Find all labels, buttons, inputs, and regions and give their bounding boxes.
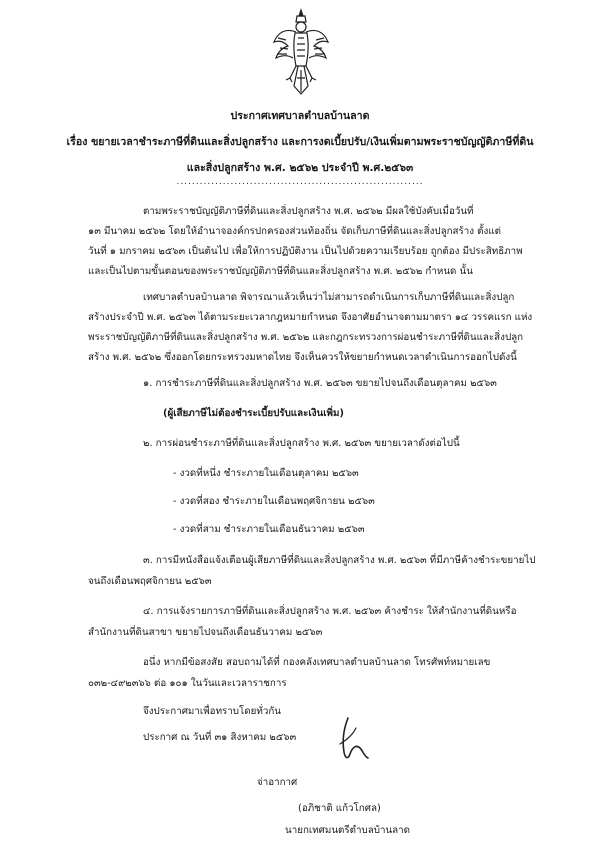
item-3-line-1: ๓. การมีหนังสือแจ้งเตือนผู้เสียภาษีที่ดินและสิ่งปลูกสร้าง พ.ศ. ๒๕๖๓ ที่มีภาษีค้างชำระขยายไป: [143, 555, 536, 566]
item-4-line-1: ๔. การแจ้งรายการภาษีที่ดินและสิ่งปลูกสร้าง พ.ศ. ๒๕๖๓ ค้างชำระ ให้สำนักงานที่ดินหรือ: [143, 606, 517, 617]
paragraph-2-line-4: สร้าง พ.ศ. ๒๕๖๒ ซึ่งออกโดยกระทรวงมหาดไทย จึงเห็นควรให้ขยายกำหนดเวลาดำเนินการออกไปดังนี้: [88, 352, 517, 363]
item-2-installment-2: - งวดที่สอง ชำระภายในเดือนพฤศจิกายน ๒๕๖๓: [173, 496, 375, 507]
item-4-line-2: สำนักงานที่ดินสาขา ขยายไปจนถึงเดือนธันวาคม ๒๕๖๓: [88, 627, 323, 638]
header-divider: ................................................................: [176, 177, 424, 187]
item-2-installment-3: - งวดที่สาม ชำระภายในเดือนธันวาคม ๒๕๖๓: [173, 524, 365, 535]
signer-position: นายกเทศมนตรีตำบลบ้านลาด: [285, 825, 411, 836]
garuda-emblem-icon: [272, 8, 330, 98]
paragraph-1-line-4: และเป็นไปตามขั้นตอนของพระราชบัญญัติภาษีที่ดินและสิ่งปลูกสร้าง พ.ศ. ๒๕๖๒ กำหนด นั้น: [88, 266, 473, 277]
closing-statement: จึงประกาศมาเพื่อทราบโดยทั่วกัน: [143, 706, 281, 717]
announcement-date: ประกาศ ณ วันที่ ๓๑ สิงหาคม ๒๕๖๓: [143, 732, 297, 743]
signer-name: (อภิชาติ แก้วโกศล): [298, 803, 381, 814]
item-2-installment-1: - งวดที่หนึ่ง ชำระภายในเดือนตุลาคม ๒๕๖๓: [173, 468, 359, 479]
paragraph-2-line-3: พระราชบัญญัติภาษีที่ดินและสิ่งปลูกสร้าง พ.ศ. ๒๕๖๒ และกฎกระทรวงการผ่อนชำระภาษีที่ดินและสิ่งปลูก: [88, 332, 524, 343]
announcement-heading: ประกาศเทศบาลตำบลบ้านลาด: [230, 110, 370, 122]
paragraph-1-line-1: ตามพระราชบัญญัติภาษีที่ดินและสิ่งปลูกสร้าง พ.ศ. ๒๕๖๒ มีผลใช้บังคับเมื่อวันที่: [143, 206, 474, 217]
paragraph-2-line-2: สร้างประจำปี พ.ศ. ๒๕๖๓ ได้ตามระยะเวลากฎหมายกำหนด จึงอาศัยอำนาจตามมาตรา ๑๔ วรรคแรก แห่ง: [88, 312, 533, 323]
contact-line-2: ๐๓๒-๔๙๒๓๖๖ ต่อ ๑๐๑ ในวันและเวลาราชการ: [88, 678, 287, 689]
item-2: ๒. การผ่อนชำระภาษีที่ดินและสิ่งปลูกสร้าง พ.ศ. ๒๕๖๓ ขยายเวลาดังต่อไปนี้: [143, 438, 460, 449]
paragraph-1-line-3: วันที่ ๑ มกราคม ๒๕๖๓ เป็นต้นไป เพื่อให้การปฏิบัติงาน เป็นไปด้วยความเรียบร้อย ถูกต้อง มีประสิทธิภาพ: [88, 246, 523, 257]
subject-line-1: เรื่อง ขยายเวลาชำระภาษีที่ดินและสิ่งปลูกสร้าง และการงดเบี้ยปรับ/เงินเพิ่มตามพระราชบัญญัติภาษีที่ดิน: [66, 136, 534, 148]
item-1: ๑. การชำระภาษีที่ดินและสิ่งปลูกสร้าง พ.ศ. ๒๕๖๓ ขยายไปจนถึงเดือนตุลาคม ๒๕๖๓: [143, 378, 497, 389]
item-3-line-2: จนถึงเดือนพฤศจิกายน ๒๕๖๓: [88, 576, 212, 587]
subject-line-2: และสิ่งปลูกสร้าง พ.ศ. ๒๕๖๒ ประจำปี พ.ศ.๒๕๖๓: [186, 162, 414, 174]
paragraph-1-line-2: ๑๓ มีนาคม ๒๕๖๒ โดยให้อำนาจองค์กรปกครองส่วนท้องถิ่น จัดเก็บภาษีที่ดินและสิ่งปลูกสร้าง ตั้งแต่: [88, 226, 501, 237]
signer-rank: จ่าอากาศ: [257, 777, 298, 788]
item-1-note: (ผู้เสียภาษีไม่ต้องชำระเบี้ยปรับและเงินเพิ่ม): [163, 408, 344, 419]
handwritten-signature: [330, 714, 374, 764]
paragraph-2-line-1: เทศบาลตำบลบ้านลาด พิจารณาแล้วเห็นว่าไม่สามารถดำเนินการเก็บภาษีที่ดินและสิ่งปลูก: [143, 292, 515, 303]
contact-line-1: อนึ่ง หากมีข้อสงสัย สอบถามได้ที่ กองคลังเทศบาลตำบลบ้านลาด โทรศัพท์หมายเลข: [143, 657, 491, 668]
